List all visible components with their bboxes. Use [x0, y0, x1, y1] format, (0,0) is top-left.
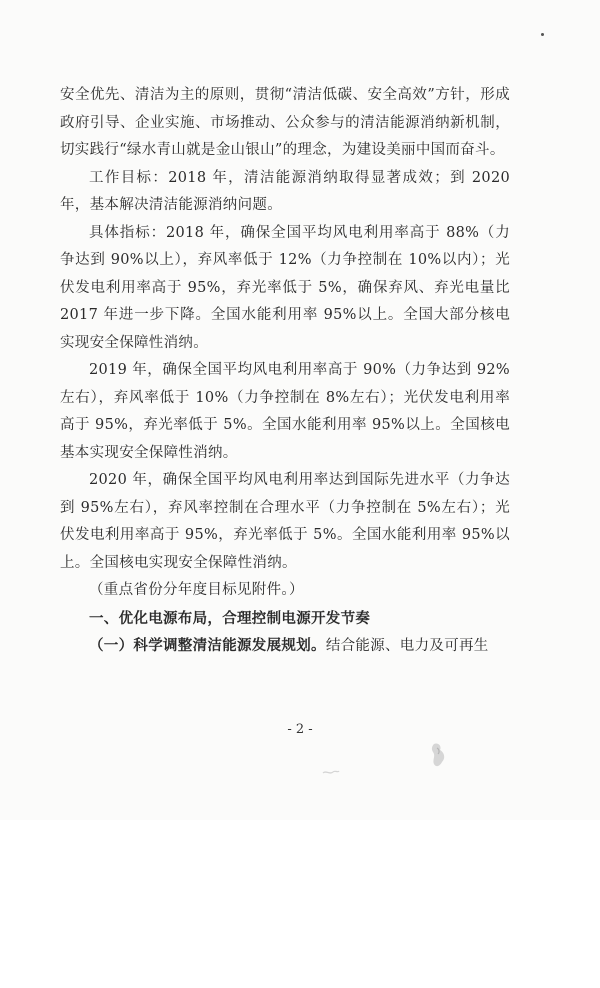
- paragraph-annex-note: （重点省份分年度目标见附件。）: [89, 582, 304, 598]
- document-body: [60, 82, 510, 661]
- section-heading: 一、优化电源布局，合理控制电源开发节奏: [89, 609, 371, 627]
- paragraph-specific-2018: 具体指标：2018 年，确保全国平均风电利用率高于 88%（力争达到 90%以上），弃风率低于 12%（力争控制在 10%以内）；光伏发电利用率高于 95%，弃光率低于 5%，确保弃风、弃光电量比 2017 年进一步下降。全国水能利用率 95%以上。全国大部分核电实现安全保障性消纳。: [60, 224, 510, 351]
- subsection-heading: （一）科学调整清洁能源发展规划。: [89, 637, 326, 654]
- scan-dot-mark: [541, 33, 544, 36]
- paragraph-work-goal: 工作目标：2018 年，清洁能源消纳取得显著成效；到 2020 年，基本解决清洁能源消纳问题。: [60, 169, 510, 213]
- faint-scan-mark: [322, 768, 340, 776]
- subsection-paragraph: [60, 632, 510, 661]
- paragraph-principles: 安全优先、清洁为主的原则，贯彻“清洁低碳、安全高效”方针，形成政府引导、企业实施、市场推动、公众参与的清洁能源消纳新机制，切实践行“绿水青山就是金山银山”的理念，为建设美丽中国而奋斗。: [60, 87, 510, 158]
- paragraph-2020: 2020 年，确保全国平均风电利用率达到国际先进水平（力争达到 95%左右），弃风率控制在合理水平（力争控制在 5%左右）；光伏发电利用率高于 95%，弃光率低于 5%。全国水能利用率 95%以上。全国核电实现安全保障性消纳。: [60, 472, 510, 571]
- page-number: - 2 -: [287, 722, 313, 737]
- subsection-text: 结合能源、电力及可再生: [325, 638, 489, 654]
- paragraph-2019: 2019 年，确保全国平均风电利用率高于 90%（力争达到 92%左右），弃风率低于 10%（力争控制在 8%左右）；光伏发电利用率高于 95%，弃光率低于 5%。全国水能利用率 95%以上。全国核电基本实现安全保障性消纳。: [60, 362, 510, 461]
- ink-smudge-mark: [428, 740, 450, 770]
